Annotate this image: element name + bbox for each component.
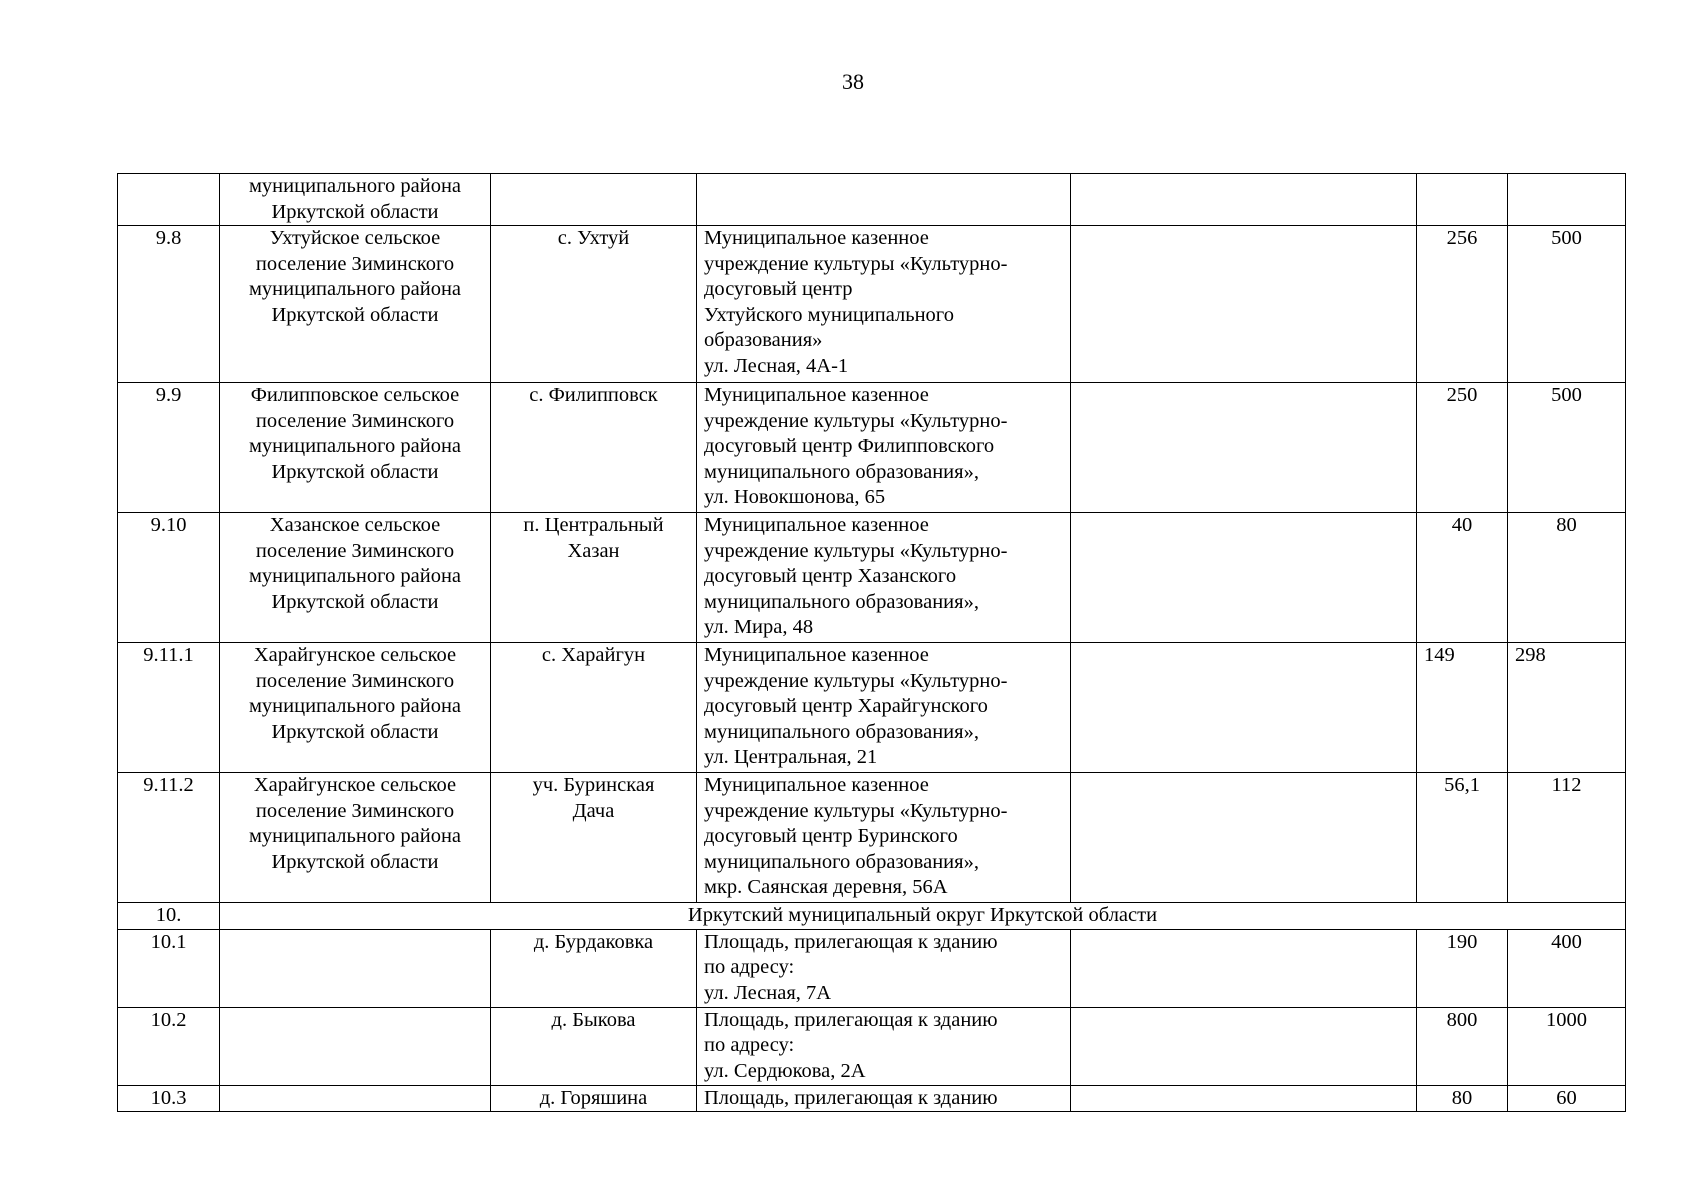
address-cell-line: Муниципальное казенное [704, 774, 929, 796]
address-cell [697, 226, 1071, 383]
address-cell [697, 1007, 1071, 1085]
settlement-cell-line: Ухтуйское сельское [269, 227, 441, 249]
address-cell-line: учреждение культуры «Культурно- [704, 799, 1008, 822]
value2-cell: 80 [1508, 513, 1626, 643]
table-row [118, 773, 1626, 903]
address-cell-line: Площадь, прилегающая к зданию [704, 1086, 998, 1109]
address-cell-line: Муниципальное казенное [704, 384, 929, 406]
value1-cell: 149 [1417, 643, 1508, 773]
value1-cell: 256 [1417, 226, 1508, 383]
locality-cell-line: с. Филипповск [529, 384, 658, 406]
locality-cell-line: с. Ухтуй [557, 227, 630, 249]
locality-cell [491, 174, 697, 226]
table-row [118, 1007, 1626, 1085]
settlement-cell-line: поселение Зиминского [255, 799, 455, 822]
address-cell-line: по адресу: [704, 1034, 795, 1056]
address-cell-line: учреждение культуры «Культурно- [704, 539, 1008, 562]
page-number: 38 [842, 69, 864, 94]
address-cell-line: Муниципальное казенное [704, 514, 929, 536]
address-cell-line: ул. Сердюкова, 2А [704, 1059, 866, 1082]
address-cell-line: муниципального образования», [704, 720, 979, 743]
settlement-cell [220, 513, 491, 643]
address-cell-line: муниципального образования», [704, 460, 979, 483]
address-cell-line: Муниципальное казенное [704, 644, 929, 666]
row-number-cell: 9.11.1 [118, 643, 220, 773]
value2-cell: 60 [1508, 1085, 1626, 1112]
settlement-cell-line: Иркутской области [271, 590, 439, 613]
address-cell-line: учреждение культуры «Культурно- [704, 252, 1008, 275]
table-row [118, 929, 1626, 1007]
blank-cell [1071, 513, 1417, 643]
address-cell-line: ул. Новокшонова, 65 [704, 486, 886, 508]
row-number-cell [118, 174, 220, 226]
settlement-cell-line: Хазанское сельское [269, 514, 441, 536]
blank-cell [1071, 226, 1417, 383]
settlement-cell [220, 643, 491, 773]
row-number-cell: 9.9 [118, 383, 220, 513]
address-cell-line: учреждение культуры «Культурно- [704, 409, 1008, 432]
row-number-cell: 9.11.2 [118, 773, 220, 903]
settlement-cell-line: Филипповское сельское [250, 384, 460, 406]
value2-cell: 400 [1508, 929, 1626, 1007]
row-number-cell: 10.2 [118, 1007, 220, 1085]
address-cell-line: досуговый центр [704, 278, 853, 300]
settlement-cell-line: поселение Зиминского [255, 669, 455, 692]
settlement-cell-line: муниципального района [248, 695, 462, 717]
address-cell [697, 513, 1071, 643]
row-number-cell: 10.1 [118, 929, 220, 1007]
settlement-cell-line: поселение Зиминского [255, 252, 455, 275]
address-cell [697, 643, 1071, 773]
settlement-cell [220, 226, 491, 383]
address-cell-line: образования» [704, 329, 823, 351]
settlement-cell-line: муниципального района [248, 825, 462, 847]
address-cell-line: ул. Центральная, 21 [704, 746, 878, 768]
value1-cell [1417, 174, 1508, 226]
settlement-cell-line: муниципального района [248, 565, 462, 587]
settlement-cell-line: Харайгунское сельское [253, 774, 457, 796]
blank-cell [1071, 174, 1417, 226]
table-row [118, 226, 1626, 383]
document-table [117, 173, 1626, 1112]
table-row [118, 513, 1626, 643]
settlement-cell-line: Иркутской области [271, 200, 439, 223]
address-cell [697, 383, 1071, 513]
settlement-cell [220, 383, 491, 513]
address-cell [697, 929, 1071, 1007]
address-cell-line: досуговый центр Буринского [704, 825, 958, 847]
row-number-cell: 10.3 [118, 1085, 220, 1112]
table-row [118, 383, 1626, 513]
blank-cell [1071, 1085, 1417, 1112]
address-cell-line: досуговый центр Филипповского [704, 435, 995, 457]
value2-cell: 500 [1508, 383, 1626, 513]
address-cell-line: муниципального образования», [704, 850, 979, 873]
settlement-cell-line: Иркутской области [271, 720, 439, 743]
settlement-cell-line: Иркутской области [271, 303, 439, 326]
address-cell [697, 174, 1071, 226]
settlement-cell [220, 1085, 491, 1112]
locality-cell [491, 1007, 697, 1085]
settlement-cell [220, 174, 491, 226]
value1-cell: 800 [1417, 1007, 1508, 1085]
settlement-cell-line: поселение Зиминского [255, 409, 455, 432]
address-cell [697, 1085, 1071, 1112]
settlement-cell-line: Иркутской области [271, 850, 439, 873]
locality-cell-line: уч. Буринская [532, 774, 655, 796]
settlement-cell-line: Харайгунское сельское [253, 644, 457, 666]
value1-cell: 80 [1417, 1085, 1508, 1112]
locality-cell-line: Дача [572, 799, 615, 822]
value1-cell: 40 [1417, 513, 1508, 643]
address-cell-line: Площадь, прилегающая к зданию [704, 1008, 998, 1031]
value2-cell [1508, 174, 1626, 226]
locality-cell-line: д. Быкова [551, 1008, 636, 1031]
blank-cell [1071, 1007, 1417, 1085]
address-cell-line: ул. Лесная, 7А [704, 981, 832, 1004]
address-cell-line: Площадь, прилегающая к зданию [704, 930, 998, 953]
locality-cell [491, 773, 697, 903]
settlement-cell [220, 929, 491, 1007]
settlement-cell-line: муниципального района [248, 175, 462, 197]
address-cell-line: муниципального образования», [704, 590, 979, 613]
section-number-cell: 10. [118, 903, 220, 930]
locality-cell [491, 513, 697, 643]
address-cell-line: мкр. Саянская деревня, 56А [704, 876, 948, 898]
address-cell-line: по адресу: [704, 956, 795, 978]
value2-cell: 1000 [1508, 1007, 1626, 1085]
locality-cell-line: д. Горяшина [539, 1086, 648, 1109]
settlement-cell-line: муниципального района [248, 278, 462, 300]
address-cell-line: учреждение культуры «Культурно- [704, 669, 1008, 692]
address-cell-line: Муниципальное казенное [704, 227, 929, 249]
locality-cell-line: п. Центральный [523, 514, 664, 536]
locality-cell [491, 226, 697, 383]
settlement-cell [220, 773, 491, 903]
address-cell [697, 773, 1071, 903]
locality-cell [491, 1085, 697, 1112]
row-number-cell: 9.10 [118, 513, 220, 643]
blank-cell [1071, 383, 1417, 513]
settlement-cell-line: Иркутской области [271, 460, 439, 483]
value1-cell: 250 [1417, 383, 1508, 513]
table-row [118, 643, 1626, 773]
locality-cell [491, 383, 697, 513]
blank-cell [1071, 643, 1417, 773]
locality-cell-line: с. Харайгун [541, 644, 646, 666]
value1-cell: 56,1 [1417, 773, 1508, 903]
settlement-cell [220, 1007, 491, 1085]
section-title-cell: Иркутский муниципальный округ Иркутской области [220, 903, 1626, 930]
settlement-cell-line: муниципального района [248, 435, 462, 457]
settlement-cell-line: поселение Зиминского [255, 539, 455, 562]
locality-cell [491, 929, 697, 1007]
locality-cell-line: Хазан [567, 539, 620, 562]
section-row [118, 903, 1626, 930]
value2-cell: 298 [1508, 643, 1626, 773]
blank-cell [1071, 773, 1417, 903]
locality-cell-line: д. Бурдаковка [533, 930, 654, 953]
value2-cell: 112 [1508, 773, 1626, 903]
address-cell-line: досуговый центр Хазанского [704, 565, 957, 587]
row-number-cell: 9.8 [118, 226, 220, 383]
address-cell-line: ул. Лесная, 4А-1 [704, 354, 849, 377]
address-cell-line: досуговый центр Харайгунского [704, 695, 988, 717]
table-row [118, 174, 1626, 226]
address-cell-line: Ухтуйского муниципального [704, 303, 954, 326]
address-cell-line: ул. Мира, 48 [704, 616, 814, 638]
locality-cell [491, 643, 697, 773]
value1-cell: 190 [1417, 929, 1508, 1007]
blank-cell [1071, 929, 1417, 1007]
value2-cell: 500 [1508, 226, 1626, 383]
table-row [118, 1085, 1626, 1112]
